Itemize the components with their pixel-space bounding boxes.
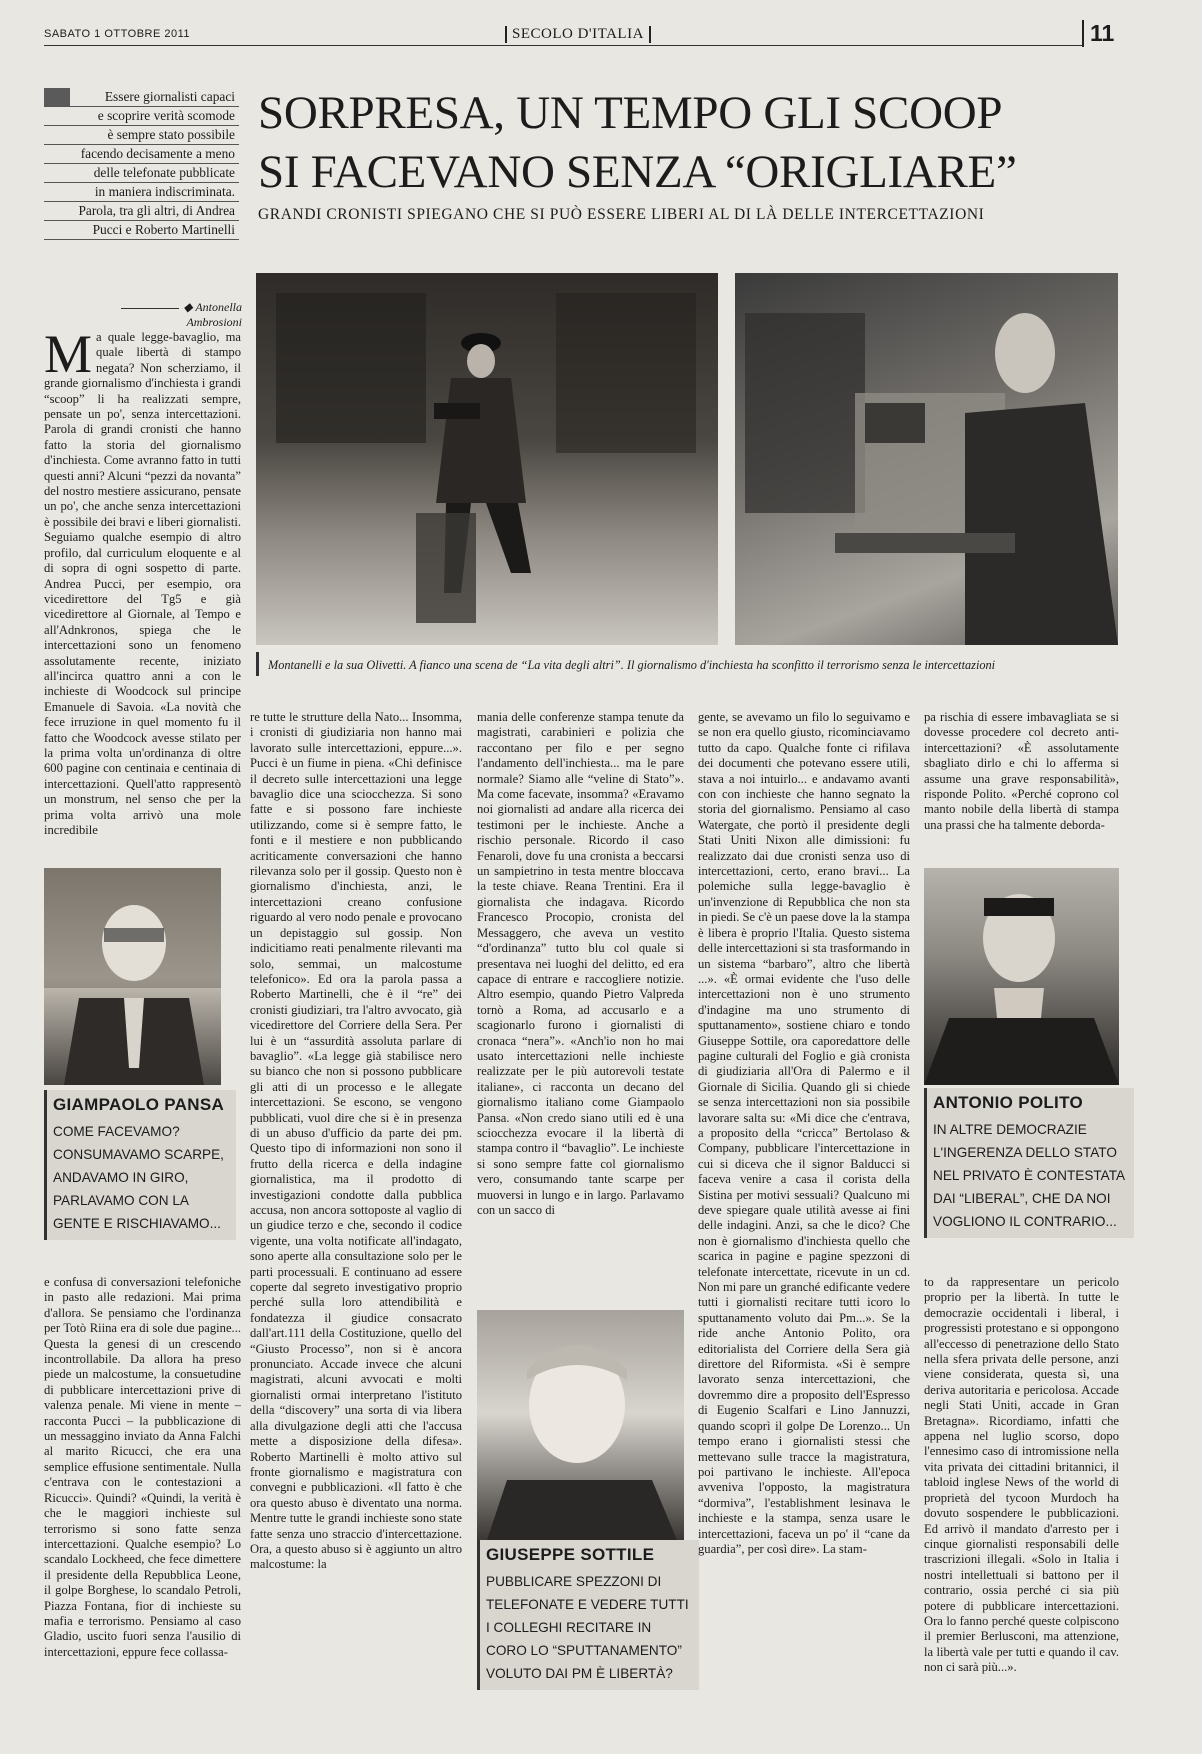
- portrait-pansa: [44, 868, 221, 1085]
- photo-giampaolo-pansa: [44, 868, 221, 1085]
- photo-la-vita-degli-altri: [735, 273, 1118, 645]
- page-number: 11: [1082, 20, 1114, 47]
- photo-caption: Montanelli e la sua Olivetti. A fianco una scena de “La vita degli altri”. Il giornalismo d'inchiesta ha sconfitto il terrorismo senza le intercettazioni: [268, 658, 996, 672]
- quote-box-pansa: [44, 1090, 236, 1240]
- summary-line: Pucci e Roberto Martinelli: [44, 221, 239, 240]
- summary-line: in maniera indiscriminata.: [44, 183, 239, 202]
- quote-name: GIAMPAOLO PANSA: [53, 1095, 225, 1114]
- article-column-2: re tutte le strutture della Nato... Insomma, i cronisti di giudiziaria non hanno mai lavorato sulle intercettazioni, eppure...». Pucci è un fiume in piena. «Chi definisce il decreto sulle intercettazioni una legge bavaglio dice una sciocchezza. Si sono fatte e si possono fare inchieste utilizzando, come si è sempre fatto, le fonti e il mestiere e non pubblicando acriticamente conversazioni che hanno rilevanza solo per il gossip. Questo non è giornalismo d'inchiesta, anzi, le intercettazioni creano confusione riguardo al vero nodo penale e provocano un depistaggio sul gossip. Non indicitiamo reati penalmente rilevanti ma solo, semmai, un malcostume telefonico». Ed ora la parola passa a Roberto Martinelli, che è il “re” dei cronisti giudiziari, tra l'altro avvocato, già vicedirettore del Corriere della Sera. Per lui è un “assurdità assoluta parlare di bavaglio”. «La legge già stabilisce nero su bianco che non si possono pubblicare gli atti di un processo e le allegate intercettazioni. Se escono, se vengono pubblicati, vuol dire che si è in presenza di un abuso d'ufficio da parte dei pm. Questo tipo di informazioni non sono il frutto della ricerca e della indagine giornalistica, ma il prodotto di investigazioni condotte dalla pubblica accusa, non ancora sottoposte al vaglio di un giudice terzo e che, secondo il codice vigente, una volta notificate all'indagato, sono aperte alla consultazione solo per le parti processuali. E continuano ad essere coperte dal segreto investigativo proprio perché sulla loro attendibilità e fondatezza il giudice consacrato dall'art.111 della Costituzione, quello del “Giusto Processo”, non si è ancora pronunciato. Accade invece che alcuni magistrati, alcuni avvocati e molti giornalisti ormai interpretano l'istituto della “discovery” una sorta di via libera alla divulgazione degli atti che l'accusa mette a disposizione della difesa». Roberto Martinelli è molto attivo sul fronte giornalismo e magistratura con convegni e pubblicazioni. «Il fatto è che ora questo abuso è diventato una norma. Mentre tutte le grandi inchieste sono state fatte senza uno straccio d'intercettazione. Ora, a questo abuso si è aggiunto un altro malcostume: la: [250, 710, 462, 1572]
- header-date: SABATO 1 OTTOBRE 2011: [44, 28, 191, 40]
- header-rule: [44, 45, 1084, 46]
- article-column-1-continued: e confusa di conversazioni telefoniche in pasto alle redazioni. Mai prima d'allora. Se pensiamo che l'ordinanza per Totò Riina era di sole due pagine... Questa la genesi di un crescendo incontrollabile. Da allora ha preso piede un malcostume, la consuetudine di pubblicare intercettazioni prive di valenza penale. Mi viene in mente – racconta Pucci – la pubblicazione di un messaggino inviato da Anna Falchi al marito Ricucci, che era una semplice effusione sentimentale. Nulla c'entrava con le contestazioni a Ricucci». Quindi? «Quindi, la verità è che le maggiori inchieste sul terrorismo si sono fatte senza intercettazioni. Qualche esempio? Lo scandalo Lockheed, che fece dimettere il presidente della Repubblica Leone, il golpe Borghese, lo scandalo Petroli, Piazza Fontana, fior di inchieste su mafia e terrorismo. Pensiamo al caso Gladio, uscito fuori senza l'ausilio di intercettazioni, eppure fece collassa-: [44, 1275, 241, 1659]
- summary-line: e scoprire verità scomode: [44, 107, 239, 126]
- quote-text: COME FACEVAMO? CONSUMAVAMO SCARPE, ANDAVAMO IN GIRO, PARLAVAMO CON LA GENTE E RISCHIAVAMO...: [53, 1124, 224, 1231]
- summary-line: delle telefonate pubblicate: [44, 164, 239, 183]
- photo-scene-figure: [735, 273, 1118, 645]
- quote-name: ANTONIO POLITO: [933, 1093, 1083, 1112]
- article-column-1: [44, 330, 241, 860]
- headline: [258, 84, 1017, 202]
- quote-name: GIUSEPPE SOTTILE: [486, 1545, 655, 1564]
- summary-line: Parola, tra gli altri, di Andrea: [44, 202, 239, 221]
- summary-box: [44, 88, 239, 240]
- photo-antonio-polito: [924, 868, 1119, 1085]
- summary-line: è sempre stato possibile: [44, 126, 239, 145]
- quote-box-sottile: [477, 1540, 699, 1690]
- quote-text: IN ALTRE DEMOCRAZIE L'INGERENZA DELLO STATO NEL PRIVATO È CONTESTATA DAI “LIBERAL”, CHE DA NOI VOGLIONO IL CONTRARIO...: [933, 1122, 1125, 1229]
- newspaper-name: SECOLO D'ITALIA: [505, 26, 651, 43]
- photo-montanelli-figure: [256, 273, 718, 645]
- quote-box-polito: [924, 1088, 1134, 1238]
- photo-giuseppe-sottile: [477, 1310, 684, 1540]
- article-column-5: pa rischia di essere imbavagliata se si dovesse procedere col decreto anti-intercettazioni? «È assolutamente sbagliato dirlo e chi lo afferma si assume una grave responsabilità», risponde Polito. «Perché coprono col manto nobile della libertà di stampa una prassi che ha talmente deborda-: [924, 710, 1119, 832]
- quote-text: PUBBLICARE SPEZZONI DI TELEFONATE E VEDERE TUTTI I COLLEGHI RECITARE IN CORO LO “SPUTTANAMENTO” VOLUTO DAI PM È LIBERTÀ?: [486, 1574, 689, 1681]
- byline-author: Antonella Ambrosioni: [186, 300, 242, 329]
- byline: ◆ Antonella Ambrosioni: [72, 300, 242, 330]
- portrait-polito: [924, 868, 1119, 1085]
- article-text: a quale legge-bavaglio, ma quale libertà di stampo negata? Non scherziamo, il grande giornalismo d'inchiesta i grandi “scoop” li ha realizzati sempre, pensate un po', senza intercettazioni. Parola di grandi cronisti che hanno fatto la storia del giornalismo d'inchiesta. Come avranno fatto in tutti questi anni? Alcuni “pezzi da novanta” del nostro mestiere assicurano, pensate un po', che anche senza intercettazioni è possibile dei bravi e liberi giornalisti. Seguiamo qualche esempio di altro profilo, dal curriculum eloquente e al di sopra di ogni sospetto di parte. Andrea Pucci, per esempio, ora vicedirettore del Tg5 e già vicedirettore al Giornale, al Tempo e all'Adnkronos, spiega che le intercettazioni sono un fenomeno assolutamente recente, iniziato all'incirca quattro anni a con le inchieste di Woodcock sul principe Emanuele di Savoia. «La novità che fece irruzione in quel momento fu il fatto che Woodcock avesse stilato per la prima volta un'ordinanza di oltre 600 pagine con centinaia e centinaia di intercettazioni. Quell'atto rappresentò un monstrum, nel senso che per la prima volta arrivò una mole incredibile: [44, 330, 241, 837]
- article-column-5-continued: to da rappresentare un pericolo proprio per la libertà. In tutte le democrazie occidentali i liberal, i progressisti protestano e si oppongono all'eccesso di penetrazione dello Stato nella sfera privata delle persone, anzi viene considerata, questa sì, una deriva autoritaria e pericolosa. Accade negli Stati Uniti, accade in Gran Bretagna». Ricordiamo, infatti che appena nel luglio scorso, dopo l'ennesimo caso di intromissione nella vita privata dei cittadini britannici, il tabloid inglese News of the world di proprietà del tycoon Murdoch ha dovuto sospendere le pubblicazioni. Ed arrivò il mandato d'arresto per i cinque giornalisti responsabili delle trascrizioni illegali. «Solo in Italia i nostri intellettuali si battono per il contrario, ossia perché ci sia più potere di pubblicare intercettazioni. Ora lo fanno perché queste colpiscono il premier Berlusconi, ma attenzione, la libertà vale per tutti e quando il cav. non ci sarà più...».: [924, 1275, 1119, 1675]
- article-column-3: mania delle conferenze stampa tenute da magistrati, carabinieri e polizia che raccontano per filo e per segno l'andamento dell'inchiesta... ma le pare normale? Siamo alle “veline di Stato”». Ma come facevate, insomma? «Eravamo noi giornalisti ad andare alla ricerca dei testimoni per le inchieste. Anche a rischio personale. Ricordo il caso Fenaroli, dove fu una cronista a beccarsi un sampietrino in testa mentre bloccava la teste chiave. Reana Trentini. Era il giornalista che indagava. Ricordo Francesco Procopio, cronista del Messaggero, che aveva un vestito “d'ordinanza” tutto blu col quale si presentava nei luoghi del delitto, ed era capace di entrare e raccogliere notizie. Altro esempio, quando Pietro Valpreda tornò a Roma, ad accusarlo e a scagionarlo furono i giornalisti di cronaca “nera”». «Anch'io non ho mai usato intercettazioni nelle inchieste realizzate per le più autorevoli testate italiane», ci racconta un decano del giornalismo italiano come Giampaolo Pansa. «Non credo siano utili ed è una sciocchezza evocare il la libertà di stampa contro il “bavaglio”. Le inchieste si sono sempre fatte col giornalismo vero, consumando tante scarpe per muoversi in lungo e in largo. Parlavamo con un sacco di: [477, 710, 684, 1217]
- summary-line: Essere giornalisti capaci: [44, 88, 239, 107]
- article-column-4: gente, se avevamo un filo lo seguivamo e se non era quello giusto, ricominciavamo tutto da capo. Qualche fonte ci rifilava dei documenti che potevano essere utili, stava a noi intuirlo... e andavamo avanti con con inchieste che hanno segnato la storia del giornalismo. Pensiamo al caso Watergate, che portò il presidente degli Stati Uniti Nixon alle dimissioni: fu realizzato dai due cronisti senza uso di intercettazioni, certo, erano bravi... La polemiche sulla legge-bavaglio è un'invenzione di Repubblica che non sta in piedi. Se c'è un paese dove la la stampa è libera è proprio l'Italia. Questo sistema delle intercettazioni si sta trasformando in un sistema “barbaro”, altro che libertà ...». «È ormai evidente che l'uso delle intercettazioni non è uno strumento d'indagine ma uno strumento di sputtanamento», sostiene chiaro e tondo Giuseppe Sottile, ora caporedattore delle pagine culturali del Foglio e già cronista di giudiziaria all'Ora di Palermo e il Giornale di Sicilia. Quando gli si chiede se senza intercettazioni non sia possibile lavorare salta su: «Mi dice che c'entrava, a proposito della “cricca” Bertolaso & Company, pubblicare l'intercettazione in cui si diceva che il signor Balducci si faceva venire a casa il corista della Sistina per motivi sessuali? Qualcuno mi deve spiegare quale utilità avesse ai fini delle indagini. Anzi, sa che le dico? Che non è giornalismo d'inchiesta quello che scarica in pagine e pagine spezzoni di telefonate intercettate, ricevute in un cd. Non mi pare un granché edificante vedere tutti i giornalisti recitare tutti icoro lo sputtanamento voluto dai Pm...». Se la ride anche Antonio Polito, ora editorialista del Corriere della Sera già direttore del Riformista. «Si è sempre lavorato senza intercettazioni, che dovremmo dire a proposito dell'Espresso di Eugenio Scalfari e Lino Jannuzzi, quando scoprì il golpe De Lorenzo... Un tempo erano i giornalisti stessi che mettevano sulle tracce la magistratura, poi partivano le inchieste. All'epoca avveniva l'opposto, la magistratura “dormiva”, l'establishment lesinava le inchieste e la stampa, senza usare le intercettazioni, faceva un po' il “cane da guardia”, per così dire». La stam-: [698, 710, 910, 1556]
- portrait-sottile: [477, 1310, 684, 1540]
- byline-rule: [121, 308, 179, 309]
- headline-line-1: SORPRESA, UN TEMPO GLI SCOOP: [258, 87, 1003, 139]
- drop-cap: M: [44, 330, 93, 384]
- subheadline: GRANDI CRONISTI SPIEGANO CHE SI PUÒ ESSERE LIBERI AL DI LÀ DELLE INTERCETTAZIONI: [258, 206, 985, 223]
- summary-line: facendo decisamente a meno: [44, 145, 239, 164]
- headline-line-2: SI FACEVANO SENZA “ORIGLIARE”: [258, 146, 1017, 198]
- photo-montanelli: [256, 273, 718, 645]
- caption-bar: [256, 652, 259, 676]
